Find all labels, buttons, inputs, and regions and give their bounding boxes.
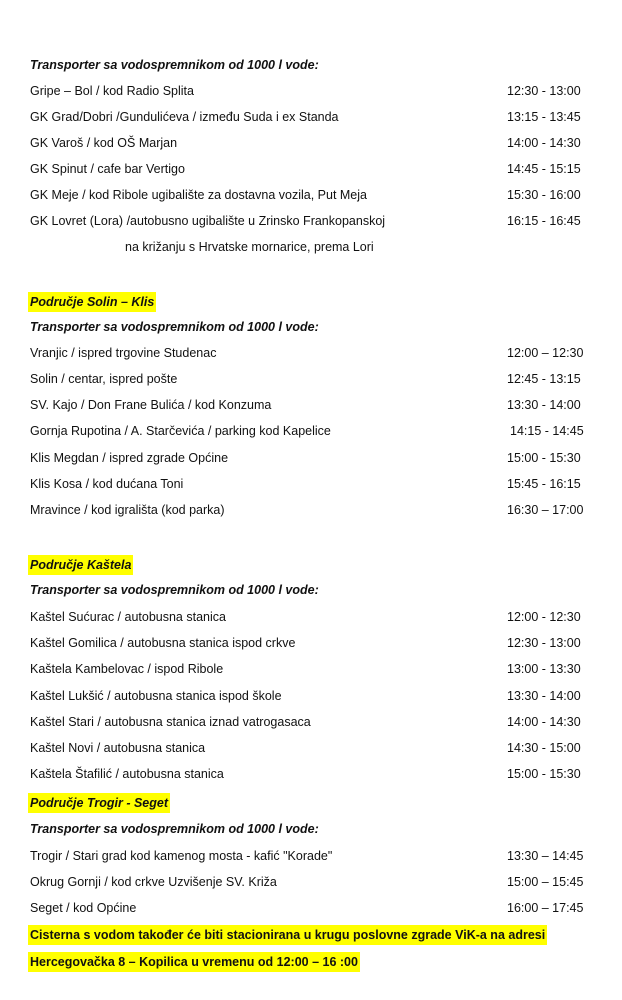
time-text: 14:00 - 14:30 bbox=[507, 136, 581, 150]
location-text: Mravince / kod igrališta (kod parka) bbox=[30, 503, 225, 517]
schedule-row bbox=[0, 898, 622, 918]
time-text: 12:00 – 12:30 bbox=[507, 346, 584, 360]
schedule-row bbox=[0, 81, 622, 101]
location-text: GK Meje / kod Ribole ugibalište za dostavna vozila, Put Meja bbox=[30, 188, 367, 202]
location-continuation: na križanju s Hrvatske mornarice, prema Lori bbox=[125, 240, 374, 254]
time-text: 12:30 - 13:00 bbox=[507, 636, 581, 650]
schedule-row bbox=[0, 395, 622, 415]
schedule-row bbox=[0, 738, 622, 758]
schedule-row bbox=[0, 185, 622, 205]
time-text: 14:30 - 15:00 bbox=[507, 741, 581, 755]
location-text: Klis Kosa / kod dućana Toni bbox=[30, 477, 184, 491]
time-text: 13:30 - 14:00 bbox=[507, 398, 581, 412]
time-text: 13:30 – 14:45 bbox=[507, 849, 584, 863]
time-text: 15:30 - 16:00 bbox=[507, 188, 581, 202]
time-text: 14:15 - 14:45 bbox=[510, 424, 584, 438]
notice-line-1: Cisterna s vodom također će biti stacionirana u krugu poslovne zgrade ViK-a na adresi bbox=[28, 925, 547, 945]
schedule-row bbox=[0, 500, 622, 520]
time-text: 15:00 - 15:30 bbox=[507, 451, 581, 465]
schedule-row bbox=[0, 343, 622, 363]
time-text: 15:00 – 15:45 bbox=[507, 875, 584, 889]
schedule-row bbox=[0, 846, 622, 866]
time-text: 15:45 - 16:15 bbox=[507, 477, 581, 491]
time-text: 12:00 - 12:30 bbox=[507, 610, 581, 624]
section-title-solin-klis: Područje Solin – Klis bbox=[28, 292, 156, 312]
location-text: Kaštel Gomilica / autobusna stanica ispod crkve bbox=[30, 636, 296, 650]
location-text: GK Varoš / kod OŠ Marjan bbox=[30, 136, 178, 150]
location-text: Klis Megdan / ispred zgrade Općine bbox=[30, 451, 229, 465]
schedule-row bbox=[0, 474, 622, 494]
location-text: Okrug Gornji / kod crkve Uzvišenje SV. Križa bbox=[30, 875, 277, 889]
time-text: 16:15 - 16:45 bbox=[507, 214, 581, 228]
time-text: 14:45 - 15:15 bbox=[507, 162, 581, 176]
location-text: GK Grad/Dobri /Gundulićeva / između Suda i ex Standa bbox=[30, 110, 339, 124]
schedule-row bbox=[0, 764, 622, 784]
location-text: SV. Kajo / Don Frane Bulića / kod Konzuma bbox=[30, 398, 272, 412]
section-title-trogir-seget: Područje Trogir - Seget bbox=[28, 793, 170, 813]
location-text: Kaštel Stari / autobusna stanica iznad vatrogasaca bbox=[30, 715, 311, 729]
location-text: GK Spinut / cafe bar Vertigo bbox=[30, 162, 185, 176]
schedule-row bbox=[0, 659, 622, 679]
time-text: 14:00 - 14:30 bbox=[507, 715, 581, 729]
schedule-row bbox=[0, 686, 622, 706]
location-text: Gripe – Bol / kod Radio Splita bbox=[30, 84, 194, 98]
schedule-row bbox=[0, 872, 622, 892]
schedule-row bbox=[0, 159, 622, 179]
location-text: GK Lovret (Lora) /autobusno ugibalište u Zrinsko Frankopanskoj bbox=[30, 214, 386, 228]
transporter-heading-trogir: Transporter sa vodospremnikom od 1000 l vode: bbox=[30, 822, 319, 836]
time-text: 12:30 - 13:00 bbox=[507, 84, 581, 98]
time-text: 13:15 - 13:45 bbox=[507, 110, 581, 124]
transporter-heading-split: Transporter sa vodospremnikom od 1000 l vode: bbox=[30, 58, 319, 72]
schedule-row bbox=[0, 369, 622, 389]
schedule-row bbox=[0, 421, 622, 441]
transporter-heading-kastela: Transporter sa vodospremnikom od 1000 l vode: bbox=[30, 583, 319, 597]
transporter-heading-solin: Transporter sa vodospremnikom od 1000 l vode: bbox=[30, 320, 319, 334]
location-text: Kaštel Lukšić / autobusna stanica ispod škole bbox=[30, 689, 282, 703]
location-text: Gornja Rupotina / A. Starčevića / parking kod Kapelice bbox=[30, 424, 331, 438]
location-text: Seget / kod Općine bbox=[30, 901, 137, 915]
schedule-row bbox=[0, 211, 622, 231]
time-text: 16:30 – 17:00 bbox=[507, 503, 584, 517]
location-text: Kaštel Novi / autobusna stanica bbox=[30, 741, 206, 755]
time-text: 12:45 - 13:15 bbox=[507, 372, 581, 386]
schedule-row bbox=[0, 712, 622, 732]
schedule-row bbox=[0, 607, 622, 627]
location-text: Kaštela Štafilić / autobusna stanica bbox=[30, 767, 224, 781]
location-text: Kaštel Sućurac / autobusna stanica bbox=[30, 610, 226, 624]
location-text: Kaštela Kambelovac / ispod Ribole bbox=[30, 662, 224, 676]
location-text: Vranjic / ispred trgovine Studenac bbox=[30, 346, 217, 360]
time-text: 16:00 – 17:45 bbox=[507, 901, 584, 915]
notice-line-2: Hercegovačka 8 – Kopilica u vremenu od 12:00 – 16 :00 bbox=[28, 952, 360, 972]
time-text: 13:00 - 13:30 bbox=[507, 662, 581, 676]
section-title-kastela: Područje Kaštela bbox=[28, 555, 133, 575]
time-text: 15:00 - 15:30 bbox=[507, 767, 581, 781]
location-text: Trogir / Stari grad kod kamenog mosta - kafić "Korade" bbox=[30, 849, 333, 863]
schedule-row bbox=[0, 133, 622, 153]
schedule-row bbox=[0, 633, 622, 653]
schedule-row bbox=[0, 448, 622, 468]
time-text: 13:30 - 14:00 bbox=[507, 689, 581, 703]
location-text: Solin / centar, ispred pošte bbox=[30, 372, 178, 386]
schedule-row bbox=[0, 107, 622, 127]
